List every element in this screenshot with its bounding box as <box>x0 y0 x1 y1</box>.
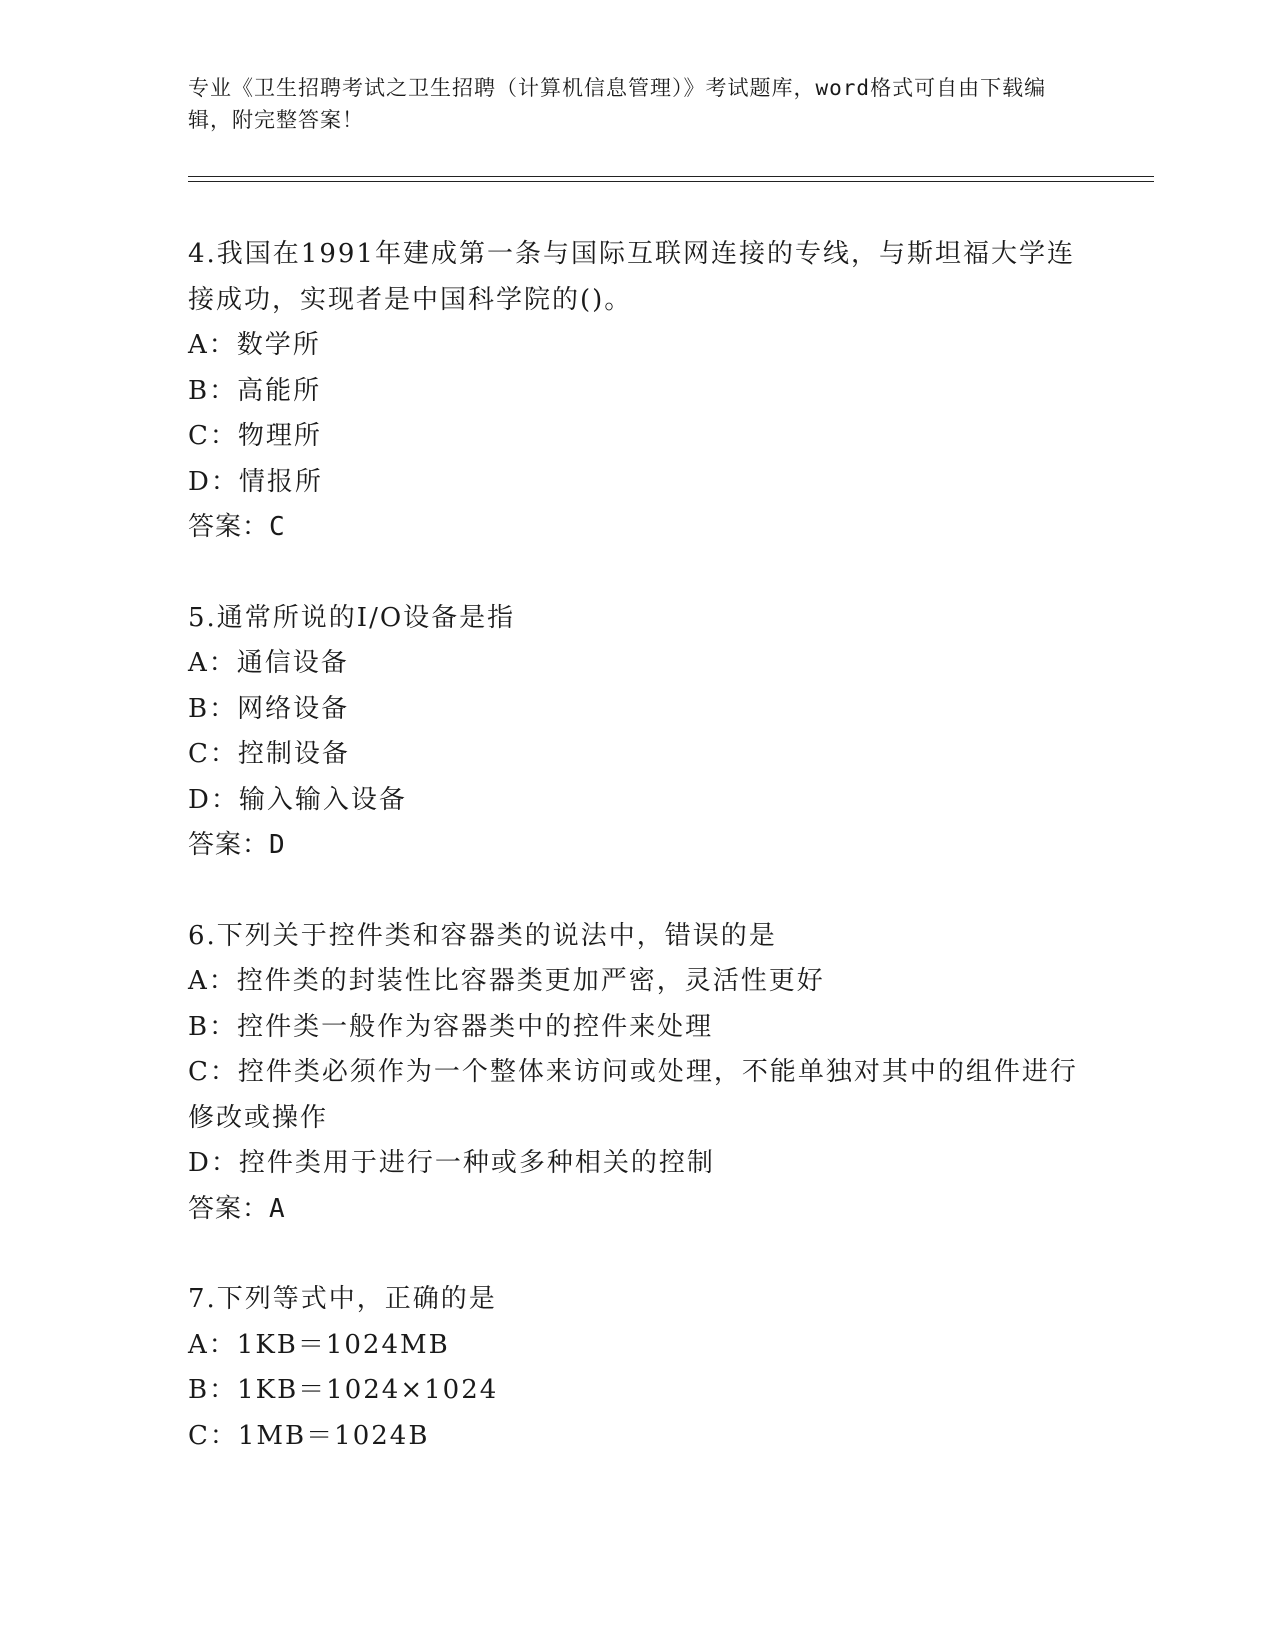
option-d: D：控件类用于进行一种或多种相关的控制 <box>188 1148 715 1178</box>
option-b: B：网络设备 <box>188 693 350 724</box>
question-5 <box>188 596 1088 869</box>
header-divider-top <box>188 176 1154 177</box>
option-a: A：数学所 <box>188 330 321 360</box>
option-c: C：控件类必须作为一个整体来访问或处理，不能单独对其中的组件进行修改或操作 <box>188 1057 1078 1133</box>
option-b: B：高能所 <box>188 375 322 406</box>
answer-label: 答案：C <box>188 512 286 542</box>
option-c: C：1MB＝1024B <box>188 1420 430 1451</box>
question-stem: 4.我国在1991年建成第一条与国际互联网连接的专线，与斯坦福大学连接成功，实现者是中国科学院的()。 <box>188 239 1075 315</box>
option-c: C：控制设备 <box>188 739 350 769</box>
option-c: C：物理所 <box>188 421 322 451</box>
option-d: D：情报所 <box>188 466 323 497</box>
header-divider-bottom <box>188 181 1154 182</box>
question-stem: 6.下列关于控件类和容器类的说法中，错误的是 <box>188 920 777 951</box>
option-b: B：控件类一般作为容器类中的控件来处理 <box>188 1011 714 1042</box>
option-d: D：输入输入设备 <box>188 784 407 815</box>
document-header: 专业《卫生招聘考试之卫生招聘（计算机信息管理）》考试题库，word格式可自由下载编辑，附完整答案！ <box>188 76 1047 132</box>
question-7 <box>188 1277 1088 1459</box>
option-a: A：通信设备 <box>188 648 349 678</box>
answer-label: 答案：D <box>188 830 286 860</box>
option-a: A：1KB＝1024MB <box>188 1329 450 1360</box>
answer-label: 答案：A <box>188 1193 286 1224</box>
question-stem: 7.下列等式中，正确的是 <box>188 1284 497 1314</box>
question-stem: 5.通常所说的I/O设备是指 <box>188 602 516 633</box>
option-b: B：1KB＝1024×1024 <box>188 1375 499 1405</box>
question-4 <box>188 232 1088 551</box>
question-list <box>188 232 1088 1459</box>
option-a: A：控件类的封装性比容器类更加严密，灵活性更好 <box>188 966 825 996</box>
question-6 <box>188 914 1088 1233</box>
